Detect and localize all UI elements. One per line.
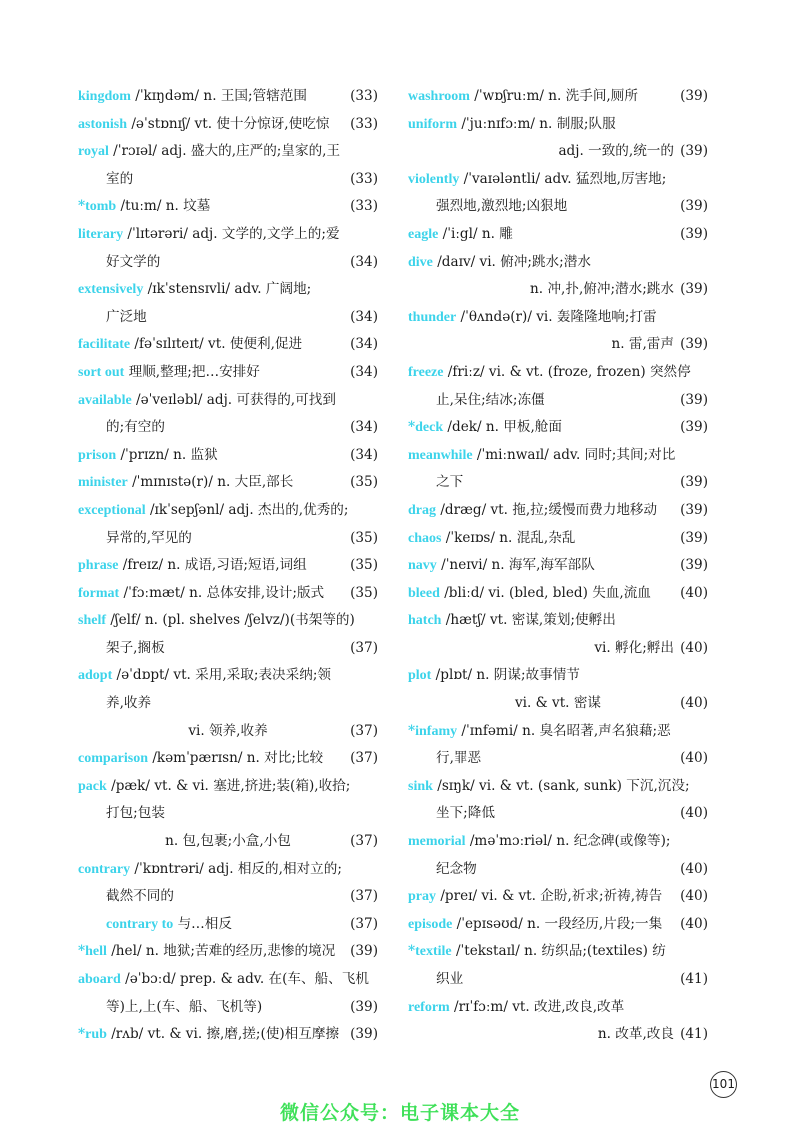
entry-text: n. 改革,改良 bbox=[597, 1026, 674, 1043]
vocab-line bbox=[78, 442, 378, 470]
entry-text: /ˈrɔɪəl/ adj. 盛大的,庄严的;皇家的,王 bbox=[108, 143, 341, 160]
vocab-line bbox=[408, 193, 708, 221]
vocab-line bbox=[408, 276, 708, 304]
entry-text: /əˈdɒpt/ vt. 采用,采取;表决采纳;领 bbox=[112, 667, 331, 684]
entry-text: 止,呆住;结冰;冻僵 bbox=[436, 391, 545, 408]
vocab-line bbox=[408, 828, 708, 856]
unit-page-ref: (37) bbox=[350, 833, 378, 850]
entry-text: /məˈmɔːriəl/ n. 纪念碑(或像等); bbox=[465, 833, 671, 850]
unit-page-ref: (39) bbox=[680, 281, 708, 298]
unit-page-ref: (39) bbox=[680, 529, 708, 546]
vocab-line bbox=[408, 497, 708, 525]
unit-page-ref: (34) bbox=[350, 363, 378, 380]
headword: sink bbox=[408, 778, 433, 794]
vocab-line bbox=[78, 994, 378, 1022]
unit-page-ref: (37) bbox=[350, 639, 378, 656]
headword: hell bbox=[85, 944, 107, 960]
vocab-line bbox=[408, 607, 708, 635]
headword: uniform bbox=[408, 116, 457, 132]
headword: contrary bbox=[78, 861, 131, 877]
entry-text: /bliːd/ vi. (bled, bled) 失血,流血 bbox=[439, 584, 651, 601]
entry-text: 行,罪恶 bbox=[436, 750, 482, 767]
unit-page-ref: (33) bbox=[350, 170, 378, 187]
entry-text: 强烈地,激烈地;凶狠地 bbox=[436, 198, 568, 215]
unit-page-ref: (40) bbox=[680, 639, 708, 656]
vocab-line bbox=[78, 966, 378, 994]
vocab-line bbox=[408, 883, 708, 911]
unit-page-ref: (41) bbox=[680, 971, 708, 987]
entry-text: 理顺,整理;把…安排好 bbox=[124, 363, 260, 380]
unit-page-ref: (40) bbox=[680, 695, 708, 712]
entry-text: vi. 领养,收养 bbox=[188, 722, 268, 739]
vocab-line bbox=[408, 442, 708, 470]
entry-text: /ˈprɪzn/ n. 监狱 bbox=[116, 446, 218, 463]
vocab-line bbox=[408, 111, 708, 139]
entry-text: /rʌb/ vt. & vi. 擦,磨,搓;(使)相互摩擦 bbox=[106, 1026, 340, 1043]
entry-text: 异常的,罕见的 bbox=[106, 529, 192, 546]
vocab-line bbox=[408, 469, 708, 497]
vocab-line bbox=[408, 359, 708, 387]
vocab-line bbox=[78, 828, 378, 856]
entry-text: 架子,搁板 bbox=[106, 639, 165, 656]
right-column bbox=[408, 83, 708, 1049]
headword: exceptional bbox=[78, 502, 146, 518]
headword: tomb bbox=[85, 199, 117, 215]
entry-text: /sɪŋk/ vi. & vt. (sank, sunk) 下沉,沉没; bbox=[432, 777, 690, 794]
entry-text: /ˈjuːnɪfɔːm/ n. 制服;队服 bbox=[457, 115, 616, 132]
entry-text: /rɪˈfɔːm/ vt. 改进,改良,改革 bbox=[449, 998, 625, 1015]
vocab-line bbox=[78, 745, 378, 773]
unit-page-ref: (34) bbox=[350, 336, 378, 353]
headword: eagle bbox=[408, 226, 439, 242]
entry-text: 纪念物 bbox=[436, 860, 477, 877]
entry-text: 室的 bbox=[106, 170, 134, 187]
headword: bleed bbox=[408, 585, 440, 601]
vocab-line bbox=[78, 193, 378, 221]
vocab-line bbox=[78, 276, 378, 304]
entry-text: /ˈvaɪələntli/ adv. 猛烈地,厉害地; bbox=[459, 170, 667, 187]
unit-page-ref: (34) bbox=[350, 308, 378, 325]
unit-page-ref: (39) bbox=[680, 88, 708, 104]
starred-word-marker: * bbox=[408, 722, 416, 739]
unit-page-ref: (39) bbox=[680, 225, 708, 242]
unit-page-ref: (39) bbox=[350, 998, 378, 1015]
unit-page-ref: (37) bbox=[350, 888, 378, 905]
vocab-line bbox=[78, 552, 378, 580]
entry-text: /plɒt/ n. 阴谋;故事情节 bbox=[431, 667, 580, 684]
vocab-line bbox=[78, 304, 378, 332]
vocab-line bbox=[78, 387, 378, 415]
vocab-line bbox=[408, 580, 708, 608]
entry-text: 与…相反 bbox=[173, 915, 232, 932]
entry-text: /ˈkɒntrəri/ adj. 相反的,相对立的; bbox=[130, 860, 342, 877]
vocab-line bbox=[78, 690, 378, 718]
headword: phrase bbox=[78, 558, 119, 574]
headword: prison bbox=[78, 447, 117, 463]
left-column bbox=[78, 83, 378, 1049]
headword: facilitate bbox=[78, 337, 131, 353]
headword: washroom bbox=[408, 89, 470, 104]
vocab-line bbox=[408, 414, 708, 442]
vocab-line bbox=[408, 994, 708, 1022]
headword: format bbox=[78, 585, 120, 601]
unit-page-ref: (33) bbox=[350, 115, 378, 132]
entry-text: 截然不同的 bbox=[106, 888, 174, 905]
starred-word-marker: * bbox=[408, 943, 416, 960]
vocab-line bbox=[408, 635, 708, 663]
vocab-line bbox=[78, 83, 378, 111]
vocab-line bbox=[78, 911, 378, 939]
entry-text: /hætʃ/ vt. 密谋,策划;使孵出 bbox=[441, 612, 616, 629]
headword: astonish bbox=[78, 116, 128, 132]
headword: meanwhile bbox=[408, 447, 473, 463]
entry-text: 等)上,上(车、船、飞机等) bbox=[106, 998, 263, 1015]
entry-text: /ˈθʌndə(r)/ vi. 轰隆隆地响;打雷 bbox=[456, 308, 657, 325]
headword: kingdom bbox=[78, 89, 131, 104]
starred-word-marker: * bbox=[78, 198, 86, 215]
vocab-line bbox=[408, 856, 708, 884]
unit-page-ref: (33) bbox=[350, 88, 378, 104]
unit-page-ref: (40) bbox=[680, 915, 708, 932]
unit-page-ref: (39) bbox=[350, 943, 378, 960]
entry-text: /əˈveɪləbl/ adj. 可获得的,可找到 bbox=[131, 391, 336, 408]
vocab-line bbox=[78, 800, 378, 828]
vocab-line bbox=[408, 83, 708, 111]
entry-text: /ˈneɪvi/ n. 海军,海军部队 bbox=[436, 557, 595, 574]
vocab-line bbox=[78, 331, 378, 359]
entry-text: 养,收养 bbox=[106, 695, 152, 712]
entry-text: /əˈstɒnɪʃ/ vt. 使十分惊讶,使吃惊 bbox=[127, 115, 330, 132]
entry-text: 坐下;降低 bbox=[436, 805, 495, 822]
vocab-line bbox=[78, 662, 378, 690]
vocab-line bbox=[78, 883, 378, 911]
entry-text: /ɪkˈstensɪvli/ adv. 广阔地; bbox=[143, 281, 312, 298]
vocab-line bbox=[408, 938, 708, 966]
vocab-line bbox=[408, 249, 708, 277]
unit-page-ref: (41) bbox=[680, 1026, 708, 1043]
unit-page-ref: (39) bbox=[680, 391, 708, 408]
headword: episode bbox=[408, 916, 453, 932]
unit-page-ref: (40) bbox=[680, 805, 708, 822]
entry-text: /ˈiːgl/ n. 雕 bbox=[438, 225, 513, 242]
entry-text: 好文学的 bbox=[106, 253, 161, 270]
vocab-line bbox=[408, 138, 708, 166]
headword: dive bbox=[408, 254, 433, 270]
entry-text: /freɪz/ n. 成语,习语;短语,词组 bbox=[118, 557, 307, 574]
entry-text: 织业 bbox=[436, 971, 464, 987]
unit-page-ref: (37) bbox=[350, 722, 378, 739]
vocab-line bbox=[78, 249, 378, 277]
vocab-line bbox=[408, 525, 708, 553]
unit-page-ref: (39) bbox=[680, 474, 708, 491]
vocab-line bbox=[408, 690, 708, 718]
vocab-line bbox=[78, 414, 378, 442]
headword: rub bbox=[85, 1027, 107, 1043]
headword: minister bbox=[78, 475, 128, 491]
vocab-line bbox=[78, 1021, 378, 1049]
vocab-line bbox=[408, 662, 708, 690]
entry-text: /ʃelf/ n. (pl. shelves /ʃelvz/)(书架等的) bbox=[106, 612, 355, 629]
unit-page-ref: (35) bbox=[350, 474, 378, 491]
starred-word-marker: * bbox=[78, 943, 86, 960]
headword: shelf bbox=[78, 613, 106, 629]
unit-page-ref: (39) bbox=[680, 557, 708, 574]
entry-text: /dræg/ vt. 拖,拉;缓慢而费力地移动 bbox=[436, 501, 658, 518]
headword: sort out bbox=[78, 364, 125, 380]
entry-text: /fəˈsɪlɪteɪt/ vt. 使便利,促进 bbox=[130, 336, 303, 353]
headword: violently bbox=[408, 171, 460, 187]
entry-text: /hel/ n. 地狱;苦难的经历,悲惨的境况 bbox=[106, 943, 336, 960]
headword: infamy bbox=[415, 723, 458, 739]
vocab-line bbox=[78, 580, 378, 608]
unit-page-ref: (37) bbox=[350, 750, 378, 767]
entry-text: /ˈtekstaɪl/ n. 纺织品;(textiles) 纺 bbox=[451, 943, 666, 960]
unit-page-ref: (39) bbox=[680, 143, 708, 160]
entry-text: n. 雷,雷声 bbox=[611, 336, 674, 353]
unit-page-ref: (37) bbox=[350, 915, 378, 932]
entry-text: /dek/ n. 甲板,舱面 bbox=[443, 419, 562, 436]
starred-word-marker: * bbox=[408, 419, 416, 436]
unit-page-ref: (35) bbox=[350, 557, 378, 574]
unit-page-ref: (39) bbox=[680, 198, 708, 215]
entry-text: /preɪ/ vi. & vt. 企盼,祈求;祈祷,祷告 bbox=[436, 888, 663, 905]
entry-text: /daɪv/ vi. 俯冲;跳水;潜水 bbox=[432, 253, 591, 270]
vocab-line bbox=[78, 138, 378, 166]
vocab-line bbox=[78, 497, 378, 525]
vocab-line bbox=[408, 331, 708, 359]
headword: drag bbox=[408, 502, 436, 518]
vocab-line bbox=[78, 635, 378, 663]
entry-text: 打包;包装 bbox=[106, 805, 165, 822]
entry-text: /tuːm/ n. 坟墓 bbox=[116, 198, 211, 215]
headword: navy bbox=[408, 558, 437, 574]
entry-text: n. 包,包裹;小盒,小包 bbox=[165, 833, 291, 850]
entry-text: /pæk/ vt. & vi. 塞进,挤进;装(箱),收拾; bbox=[106, 777, 351, 794]
vocab-line bbox=[408, 304, 708, 332]
headword: chaos bbox=[408, 530, 442, 546]
entry-text: /kəmˈpærɪsn/ n. 对比;比较 bbox=[148, 750, 324, 767]
vocab-line bbox=[78, 938, 378, 966]
headword: plot bbox=[408, 668, 432, 684]
unit-page-ref: (40) bbox=[680, 750, 708, 767]
headword: pray bbox=[408, 889, 436, 905]
entry-text: /ˈlɪtərəri/ adj. 文学的,文学上的;爱 bbox=[123, 225, 340, 242]
starred-word-marker: * bbox=[78, 1026, 86, 1043]
unit-page-ref: (35) bbox=[350, 584, 378, 601]
headword: contrary to bbox=[106, 916, 174, 932]
vocab-line bbox=[408, 166, 708, 194]
vocab-line bbox=[408, 911, 708, 939]
headword: comparison bbox=[78, 751, 148, 767]
vocab-line bbox=[408, 773, 708, 801]
headword: deck bbox=[415, 420, 444, 436]
page-number: 101 bbox=[710, 1071, 737, 1098]
headword: thunder bbox=[408, 309, 457, 325]
unit-page-ref: (35) bbox=[350, 529, 378, 546]
headword: available bbox=[78, 392, 132, 408]
entry-text: 广泛地 bbox=[106, 308, 147, 325]
unit-page-ref: (33) bbox=[350, 198, 378, 215]
unit-page-ref: (39) bbox=[350, 1026, 378, 1043]
vocab-line bbox=[408, 966, 708, 994]
entry-text: /ˈfɔːmæt/ n. 总体安排,设计;版式 bbox=[119, 584, 325, 601]
entry-text: /ˈmiːnwaɪl/ adv. 同时;其间;对比 bbox=[472, 446, 676, 463]
unit-page-ref: (39) bbox=[680, 419, 708, 436]
unit-page-ref: (40) bbox=[680, 860, 708, 877]
vocab-line bbox=[78, 607, 378, 635]
vocab-line bbox=[78, 856, 378, 884]
headword: adopt bbox=[78, 668, 113, 684]
vocab-line bbox=[408, 718, 708, 746]
headword: pack bbox=[78, 778, 107, 794]
vocab-line bbox=[408, 221, 708, 249]
vocab-line bbox=[408, 800, 708, 828]
headword: extensively bbox=[78, 282, 144, 298]
vocab-line bbox=[78, 525, 378, 553]
vocab-line bbox=[78, 359, 378, 387]
unit-page-ref: (39) bbox=[680, 501, 708, 518]
entry-text: /ˈwɒʃruːm/ n. 洗手间,厕所 bbox=[469, 88, 638, 104]
vocab-line bbox=[408, 552, 708, 580]
headword: hatch bbox=[408, 613, 442, 629]
vocab-line bbox=[78, 718, 378, 746]
vocab-line bbox=[78, 221, 378, 249]
headword: textile bbox=[415, 944, 452, 960]
entry-text: vi. 孵化;孵出 bbox=[594, 639, 674, 656]
entry-text: 的;有空的 bbox=[106, 419, 165, 436]
vocab-line bbox=[78, 773, 378, 801]
entry-text: 之下 bbox=[436, 474, 464, 491]
headword: reform bbox=[408, 999, 450, 1015]
entry-text: /ˈepɪsəʊd/ n. 一段经历,片段;一集 bbox=[452, 915, 663, 932]
entry-text: adj. 一致的,统一的 bbox=[558, 143, 674, 160]
unit-page-ref: (34) bbox=[350, 419, 378, 436]
entry-text: /əˈbɔːd/ prep. & adv. 在(车、船、飞机 bbox=[120, 971, 369, 987]
entry-text: /friːz/ vi. & vt. (froze, frozen) 突然停 bbox=[443, 363, 691, 380]
entry-text: /ˈmɪnɪstə(r)/ n. 大臣,部长 bbox=[127, 474, 294, 491]
vocab-line bbox=[78, 111, 378, 139]
headword: royal bbox=[78, 144, 109, 160]
entry-text: /ɪkˈsepʃənl/ adj. 杰出的,优秀的; bbox=[145, 501, 349, 518]
vocab-line bbox=[408, 1021, 708, 1049]
entry-text: vi. & vt. 密谋 bbox=[514, 695, 602, 712]
unit-page-ref: (39) bbox=[680, 336, 708, 353]
vocab-line bbox=[408, 745, 708, 773]
vocab-line bbox=[408, 387, 708, 415]
headword: memorial bbox=[408, 834, 466, 850]
entry-text: /ˈkɪŋdəm/ n. 王国;管辖范围 bbox=[130, 88, 307, 104]
unit-page-ref: (40) bbox=[680, 888, 708, 905]
vocab-line bbox=[78, 166, 378, 194]
headword: literary bbox=[78, 226, 124, 242]
entry-text: /ˈkeɪɒs/ n. 混乱,杂乱 bbox=[441, 529, 576, 546]
footer-watermark: 微信公众号：电子课本大全 bbox=[279, 1102, 520, 1124]
vocab-line bbox=[78, 469, 378, 497]
headword: freeze bbox=[408, 364, 444, 380]
entry-text: /ˈɪnfəmi/ n. 臭名昭著,声名狼藉;恶 bbox=[457, 722, 671, 739]
unit-page-ref: (34) bbox=[350, 253, 378, 270]
unit-page-ref: (34) bbox=[350, 446, 378, 463]
unit-page-ref: (40) bbox=[680, 584, 708, 601]
headword: aboard bbox=[78, 972, 121, 987]
entry-text: n. 冲,扑,俯冲;潜水;跳水 bbox=[530, 281, 674, 298]
